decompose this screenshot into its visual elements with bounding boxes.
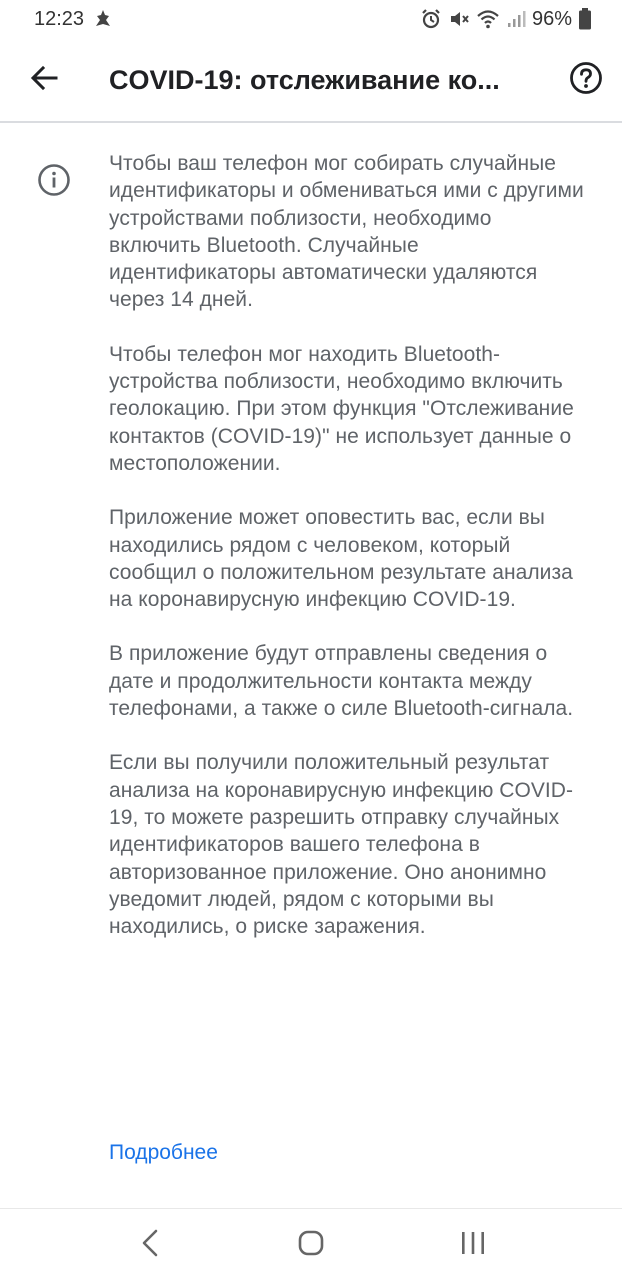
app-bar: [0, 38, 622, 122]
nav-home-icon: [297, 1229, 325, 1262]
status-right: [420, 8, 592, 31]
battery-percent: 96%: [531, 7, 572, 30]
alarm-icon: [420, 8, 442, 30]
paragraph-location: Чтобы телефон мог находить Bluetooth-устройства поблизости, необходимо включить геолокацию. При этом функция "Отслеживание контактов (COVID-19)" не использует данные о местоположении.: [109, 342, 574, 475]
help-icon: [569, 61, 603, 100]
paragraph-bluetooth: Чтобы ваш телефон мог собирать случайные идентификаторы и обмениваться ими с другими устройствами поблизости, необходимо включить Bluetooth. Случайные идентификаторы автоматически удаляются через 14 дней.: [109, 152, 584, 312]
notification-icon: [94, 9, 112, 29]
arrow-back-icon: [30, 64, 58, 97]
nav-back-icon: [140, 1228, 160, 1263]
paragraph-notification: Приложение может оповестить вас, если вы находились рядом с человеком, который сообщил о положительном результате анализа на коронавирусную инфекцию COVID-19.: [109, 506, 573, 612]
wifi-icon: [476, 8, 500, 30]
signal-icon: [506, 9, 526, 29]
paragraph-positive-result: Если вы получили положительный результат анализа на коронавирусную инфекцию COVID-19, то можете разрешить отправку случайных идентификаторов вашего телефона в авторизованное приложение. Оно анонимно уведомит людей, рядом с которыми вы находились, о риске заражения.: [109, 751, 574, 939]
app-bar-divider: [0, 121, 622, 123]
mute-icon: [448, 8, 470, 30]
info-content: [109, 150, 589, 967]
status-bar: [0, 0, 622, 38]
battery-icon: [578, 8, 592, 30]
paragraph-data-sent: В приложение будут отправлены сведения о дате и продолжительности контакта между телефонами, а также о силе Bluetooth-сигнала.: [109, 642, 574, 721]
info-icon: [37, 163, 71, 197]
learn-more-link[interactable]: Подробнее: [109, 1141, 218, 1164]
status-time: 12:23: [34, 7, 85, 30]
back-button[interactable]: [22, 58, 66, 102]
help-button[interactable]: [566, 60, 606, 100]
navigation-bar: [0, 1208, 622, 1280]
nav-recents-button[interactable]: [443, 1223, 503, 1267]
page-title: COVID-19: отслеживание ко...: [109, 65, 500, 95]
nav-home-button[interactable]: [281, 1223, 341, 1267]
nav-back-button[interactable]: [120, 1223, 180, 1267]
status-left: [34, 8, 112, 31]
nav-recents-icon: [459, 1230, 487, 1261]
